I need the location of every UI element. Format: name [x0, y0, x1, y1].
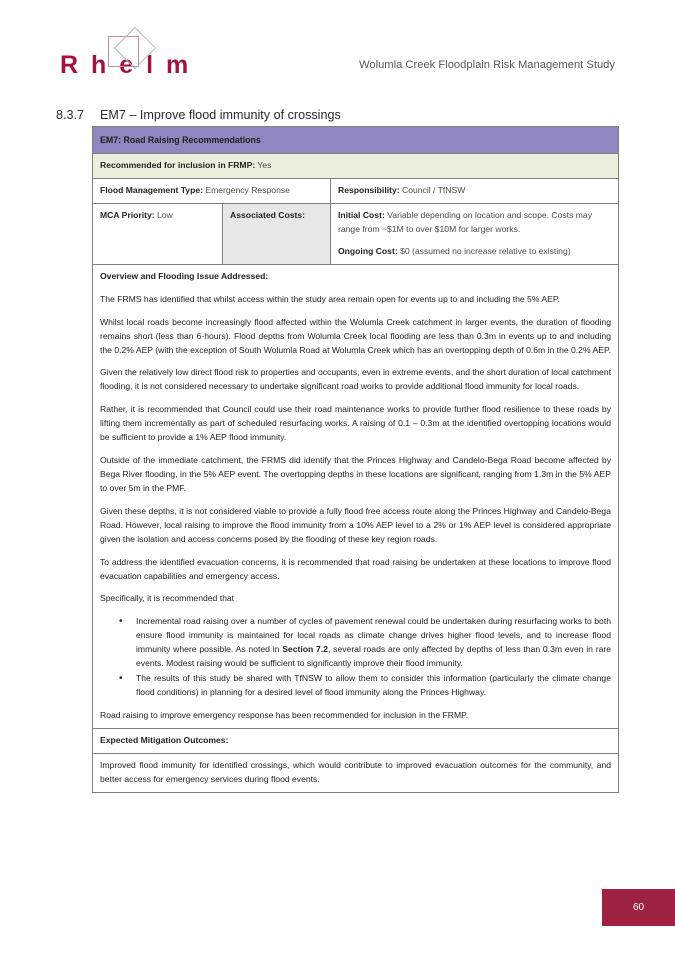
- frmp-cell: [93, 154, 619, 179]
- recommendation-bullet-list: [100, 615, 611, 700]
- table-row: [93, 264, 619, 728]
- document-title: Wolumla Creek Floodplain Risk Management Study: [359, 59, 615, 71]
- initial-cost-label: Initial Cost:: [338, 210, 385, 221]
- responsibility-cell: [331, 179, 619, 204]
- section-heading: [56, 108, 341, 122]
- frmp-value: Yes: [257, 160, 272, 171]
- initial-cost-value: Variable depending on location and scope. Costs may range from ~$1M to over $10M for larger works.: [338, 210, 592, 235]
- ongoing-cost-label: Ongoing Cost:: [338, 245, 398, 256]
- overview-paragraph: Given the relatively low direct flood risk to properties and occupants, even in extreme events, and the short duration of local catchment flooding, it is not considered necessary to undertake significant road works to provide additional flood immunity for local roads.: [100, 367, 611, 392]
- costs-detail-cell: [331, 204, 619, 265]
- table-row: [93, 728, 619, 753]
- section-title: EM7 – Improve flood immunity of crossings: [100, 108, 341, 122]
- mca-priority-cell: [93, 204, 223, 265]
- bullet-text-part2: , several roads are only affected by depths of less than 0.3m even in rare events. Modest raising would be sufficient to significantly improve their flood immunity.: [136, 644, 612, 669]
- flood-management-type-label: Flood Management Type:: [100, 185, 203, 196]
- bullet-bold-ref: Section 7.2: [282, 644, 328, 655]
- bullet-text-part1: The results of this study be shared with TfNSW to allow them to consider this information (particularly the climate change flood conditions) in planning for a desired level of flood immunity along the Princes Highway.: [136, 673, 611, 697]
- overview-paragraph: Outside of the immediate catchment, the FRMS did identify that the Princes Highway and Candelo-Bega Road become affected by Bega River flooding, in the 5% AEP event. The overtopping depths in these locations are significant, ranging from 1.3m in the 5% AEP to over 5m in the PMF.: [100, 455, 611, 493]
- ongoing-cost: [338, 245, 611, 259]
- flood-management-type-value: Emergency Response: [205, 185, 290, 196]
- overview-paragraph: The FRMS has identified that whilst access within the study area remain open for events up to and including the 5% AEP.: [100, 293, 560, 304]
- mca-priority-label: MCA Priority:: [100, 210, 155, 221]
- list-item: [136, 615, 611, 671]
- overview-cell: [93, 264, 619, 728]
- rhelm-logo: [60, 34, 250, 84]
- list-item: [136, 672, 611, 700]
- table-row: [93, 753, 619, 792]
- outcomes-heading-cell: [93, 728, 619, 753]
- logo-wordmark: R h e l m: [60, 51, 192, 79]
- overview-paragraph: Rather, it is recommended that Council could use their road maintenance works to provide further flood resilience to these roads by lifting them incrementally as part of scheduled resurfacing works. A raising of 0.1 – 0.3m at the identified overtopping locations would be sufficient to provide a 1% AEP flood immunity.: [100, 404, 611, 443]
- responsibility-label: Responsibility:: [338, 185, 400, 196]
- ongoing-cost-value: $0 (assumed no increase relative to existing): [400, 245, 571, 256]
- closing-paragraph: Road raising to improve emergency response has been recommended for inclusion in the FRMP.: [100, 709, 469, 720]
- page-number-badge: 60: [602, 889, 675, 926]
- overview-paragraph: Whilst local roads become increasingly flood affected within the Wolumla Creek catchment in larger events, the duration of flooding remains short (less than 6-hours). Flood depths from Wolumla Creek local flooding are less than 0.3m in events up to and including the 0.2% AEP (with the exception of South Wolumla Road at Wolumla Creek which has an overtopping depth of 0.6m in the 0.2% AEP.: [100, 316, 611, 355]
- table-row: [93, 179, 619, 204]
- specifically-intro: Specifically, it is recommended that: [100, 593, 235, 604]
- outcomes-text: Improved flood immunity for identified crossings, which would contribute to improved evacuation outcomes for the community, and better access for emergency services during flood events.: [100, 759, 611, 784]
- table-row: [93, 204, 619, 265]
- flood-management-type-cell: [93, 179, 331, 204]
- mca-priority-value: Low: [157, 210, 173, 221]
- table-title-cell: EM7: Road Raising Recommendations: [93, 127, 619, 154]
- overview-paragraph: Given these depths, it is not considered viable to provide a fully flood free access route along the Princes Highway and Candelo-Bega Road. However, local raising to improve the flood immunity from a 10% AEP level to a 2% or 1% AEP level is considered appropriate given the isolation and access concerns posed by the flooding of these key region roads.: [100, 505, 611, 544]
- outcomes-cell: [93, 753, 619, 792]
- page-header: [0, 26, 675, 84]
- overview-paragraph: To address the identified evacuation concerns, it is recommended that road raising be undertaken at these locations to improve flood evacuation capabilities and emergency access.: [100, 556, 611, 581]
- table-row: [93, 127, 619, 154]
- recommendation-table: [92, 126, 619, 793]
- section-number: 8.3.7: [56, 108, 85, 122]
- frmp-label: Recommended for inclusion in FRMP:: [100, 160, 256, 171]
- table-row: [93, 154, 619, 179]
- bullet-text-part1: Incremental road raising over a number of cycles of pavement renewal could be undertaken during resurfacing works to both ensure flood immunity is maintained for local roads as climate change drives higher flood levels, and to increase flood immunity where possible. As noted in: [136, 616, 611, 655]
- overview-heading: Overview and Flooding Issue Addressed:: [100, 270, 269, 281]
- outcomes-heading: Expected Mitigation Outcomes:: [100, 734, 229, 745]
- initial-cost: [338, 209, 611, 237]
- associated-costs-label: Associated Costs:: [223, 204, 331, 265]
- responsibility-value: Council / TfNSW: [402, 185, 466, 196]
